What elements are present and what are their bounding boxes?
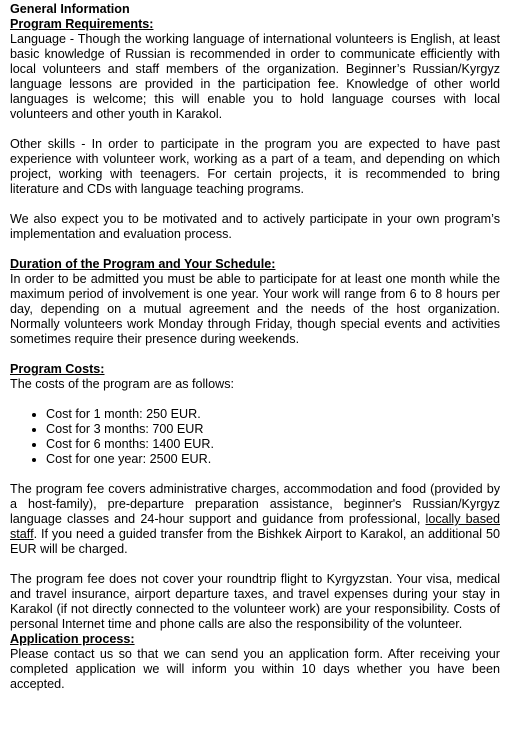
requirements-motivation-paragraph: We also expect you to be motivated and to actively participate in your own program’s implementation and evaluation process.	[10, 212, 500, 241]
document-title: General Information	[10, 2, 130, 16]
requirements-heading: Program Requirements:	[10, 17, 154, 31]
bullet-icon	[32, 458, 36, 462]
costs-list	[10, 407, 500, 467]
locally-based-staff-link[interactable]: locally based staff	[10, 512, 500, 541]
list-item: Cost for one year: 2500 EUR.	[10, 452, 500, 467]
application-paragraph: Please contact us so that we can send you an application form. After receiving your completed application we will inform you within 10 days whether you have been accepted.	[10, 647, 500, 691]
list-item: Cost for 1 month: 250 EUR.	[10, 407, 500, 422]
application-heading: Application process:	[10, 632, 135, 646]
costs-covered-paragraph: The program fee covers administrative charges, accommodation and food (provided by a host-family), pre-departure preparation assistance, beginner's Russian/Kyrgyz language classes and 24-hour support and guidance from professional, locally based staff. If you need a guided transfer from the Bishkek Airport to Karakol, an additional 50 EUR will be charged.	[10, 482, 500, 556]
duration-heading: Duration of the Program and Your Schedule:	[10, 257, 276, 271]
costs-not-covered-paragraph: The program fee does not cover your roundtrip flight to Kyrgyzstan. Your visa, medical and travel insurance, airport departure taxes, and travel expenses during your stay in Karakol (if not directly connected to the volunteer work) are your responsibility. Costs of personal Internet time and phone calls are also the responsibility of the volunteer.	[10, 572, 500, 631]
bullet-icon	[32, 413, 36, 417]
requirements-language-paragraph: Language - Though the working language of international volunteers is English, at least basic knowledge of Russian is recommended in order to communicate efficiently with local volunteers and staff members of the organization. Beginner’s Russian/Kyrgyz language lessons are provided in the participation fee. Knowledge of other world languages is welcome; this will enable you to hold language courses with local volunteers and other youth in Karakol.	[10, 32, 500, 121]
costs-intro: The costs of the program are as follows:	[10, 377, 234, 391]
bullet-icon	[32, 443, 36, 447]
requirements-skills-paragraph: Other skills - In order to participate in the program you are expected to have past experience with volunteer work, working as a part of a team, and depending on which project, working with teenagers. For certain projects, it is recommended to bring literature and CDs with language teaching programs.	[10, 137, 500, 196]
list-item: Cost for 3 months: 700 EUR	[10, 422, 500, 437]
duration-paragraph: In order to be admitted you must be able to participate for at least one month while the maximum period of involvement is one year. Your work will range from 6 to 8 hours per day, depending on a mutual agreement and the needs of the host organization. Normally volunteers work Monday through Friday, though special events and activities sometimes require their presence during weekends.	[10, 272, 500, 346]
bullet-icon	[32, 428, 36, 432]
list-item: Cost for 6 months: 1400 EUR.	[10, 437, 500, 452]
costs-heading: Program Costs:	[10, 362, 105, 376]
